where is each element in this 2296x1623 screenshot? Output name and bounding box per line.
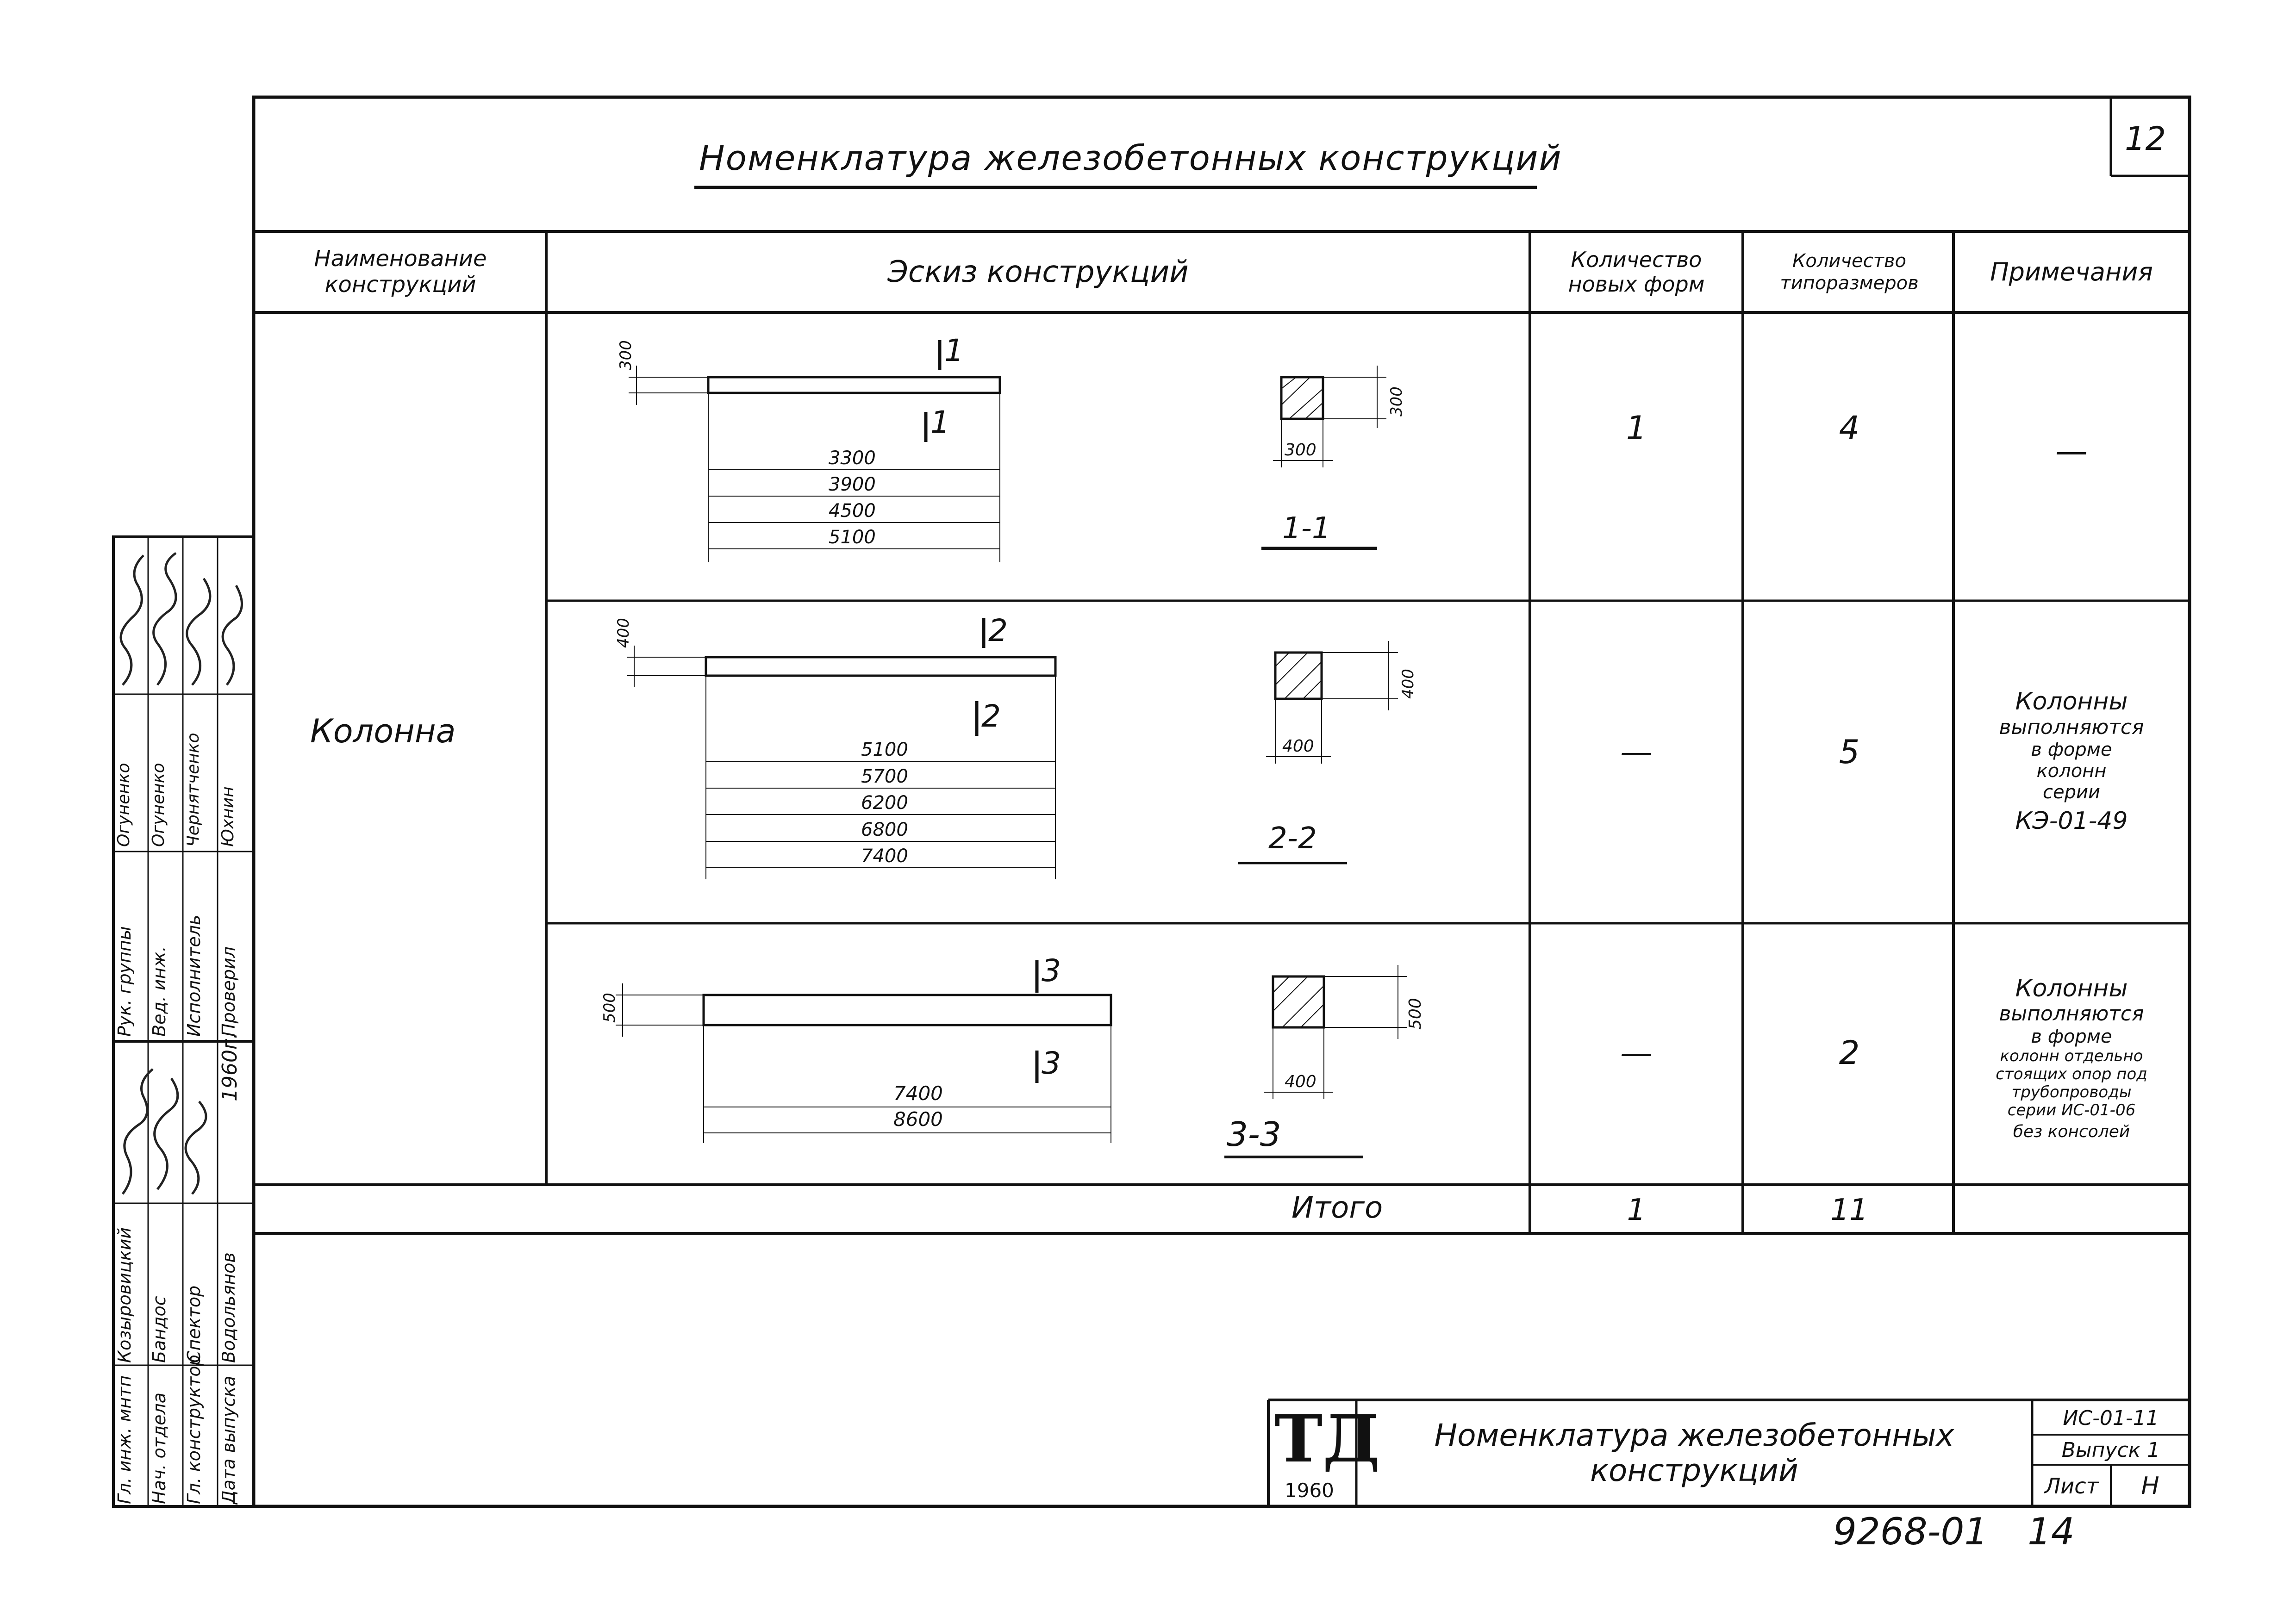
side-role: Исполнитель xyxy=(184,914,204,1037)
length-label: 7400 xyxy=(861,846,908,867)
total-label: Итого xyxy=(1292,1191,1383,1225)
header-new-forms: Количество новых форм xyxy=(1568,247,1705,297)
stamp-sheet-value: Н xyxy=(2141,1472,2159,1500)
side-role: Гл. конструктор xyxy=(184,1355,204,1504)
side-name: Чернятченко xyxy=(184,733,203,847)
section-size-h: 300 xyxy=(1285,441,1316,460)
side-role: Нач. отдела xyxy=(149,1392,169,1504)
stamp-sheet-label: Лист xyxy=(2044,1473,2099,1499)
sizes-value: 4 xyxy=(1839,409,1860,447)
section-label: 3-3 xyxy=(1227,1115,1281,1154)
section-size-h: 400 xyxy=(1285,1072,1316,1091)
note-text: Колонны выполняются в форме колонн серии КЭ-01-49 xyxy=(1999,687,2144,835)
section-size-h: 400 xyxy=(1282,737,1314,756)
sizes-value: 5 xyxy=(1839,733,1860,771)
length-label: 4500 xyxy=(829,500,876,522)
section-size-v: 400 xyxy=(1399,669,1417,699)
section-mark-top: 2 xyxy=(988,613,1008,648)
note-value: — xyxy=(2055,432,2088,470)
length-label: 6200 xyxy=(861,792,908,814)
side-name: Огуненко xyxy=(114,763,133,847)
stamp-title: Номенклатура железобетонных конструкций xyxy=(1434,1418,1954,1488)
section-mark-mid: 1 xyxy=(930,404,950,440)
length-label: 5100 xyxy=(861,739,908,760)
length-label: 8600 xyxy=(893,1108,943,1131)
section-mark-top: 3 xyxy=(1042,953,1061,989)
side-name: Бандос xyxy=(149,1296,169,1363)
side-name: Козыровицкий xyxy=(114,1227,135,1363)
header-sketch: Эскиз конструкций xyxy=(887,255,1189,289)
page-title: Номенклатура железобетонных конструкций xyxy=(699,138,1562,178)
sheet-number: 12 xyxy=(2125,120,2166,158)
thickness-label: 300 xyxy=(617,340,635,370)
side-name: Огуненко xyxy=(149,763,168,847)
header-notes: Примечания xyxy=(1990,257,2153,286)
side-role: Проверил xyxy=(218,946,239,1037)
header-name: Наименование конструкций xyxy=(314,246,487,298)
length-label: 5700 xyxy=(861,766,908,787)
total-sizes: 11 xyxy=(1830,1193,1868,1227)
archive-number: 9268-01 xyxy=(1833,1510,1988,1553)
stamp-issue: Выпуск 1 xyxy=(2061,1438,2160,1462)
side-role: Рук. группы xyxy=(114,926,135,1037)
thickness-label: 400 xyxy=(614,618,633,648)
sizes-value: 2 xyxy=(1839,1034,1860,1072)
section-label: 2-2 xyxy=(1268,821,1317,856)
note-text: Колонны выполняются в форме колонн отдельно стоящих опор под трубопроводы серии ИС-01-06 без консолей xyxy=(1996,974,2147,1142)
side-role: Вед. инж. xyxy=(149,946,169,1037)
side-name: Спектор xyxy=(184,1285,204,1363)
total-new-forms: 1 xyxy=(1627,1193,1646,1227)
stamp-series: ИС-01-11 xyxy=(2063,1406,2159,1430)
side-role: Гл. инж. мнтп xyxy=(114,1375,135,1504)
length-label: 3300 xyxy=(829,448,876,469)
new-forms-value: — xyxy=(1620,733,1653,771)
thickness-label: 500 xyxy=(600,993,619,1023)
header-sizes: Количество типоразмеров xyxy=(1780,250,1919,294)
side-name: Водольянов xyxy=(218,1252,239,1363)
section-size-v: 300 xyxy=(1387,386,1406,417)
length-label: 7400 xyxy=(893,1082,943,1105)
archive-page: 14 xyxy=(2028,1510,2075,1553)
construction-name: Колонна xyxy=(310,712,456,750)
section-mark-mid: 3 xyxy=(1042,1045,1061,1081)
new-forms-value: 1 xyxy=(1626,409,1647,447)
side-name: Юхнин xyxy=(218,786,237,847)
length-label: 3900 xyxy=(829,474,876,495)
length-label: 5100 xyxy=(829,527,876,548)
new-forms-value: — xyxy=(1620,1034,1653,1072)
side-role: Дата выпуска xyxy=(218,1375,239,1504)
section-size-v: 500 xyxy=(1406,998,1425,1030)
section-label: 1-1 xyxy=(1282,511,1331,546)
section-mark-top: 1 xyxy=(944,333,964,368)
section-mark-mid: 2 xyxy=(981,698,1001,734)
side-year: 1960г. xyxy=(218,1032,242,1101)
length-label: 6800 xyxy=(861,819,908,840)
logo: ТД 1960 xyxy=(1274,1401,1380,1502)
